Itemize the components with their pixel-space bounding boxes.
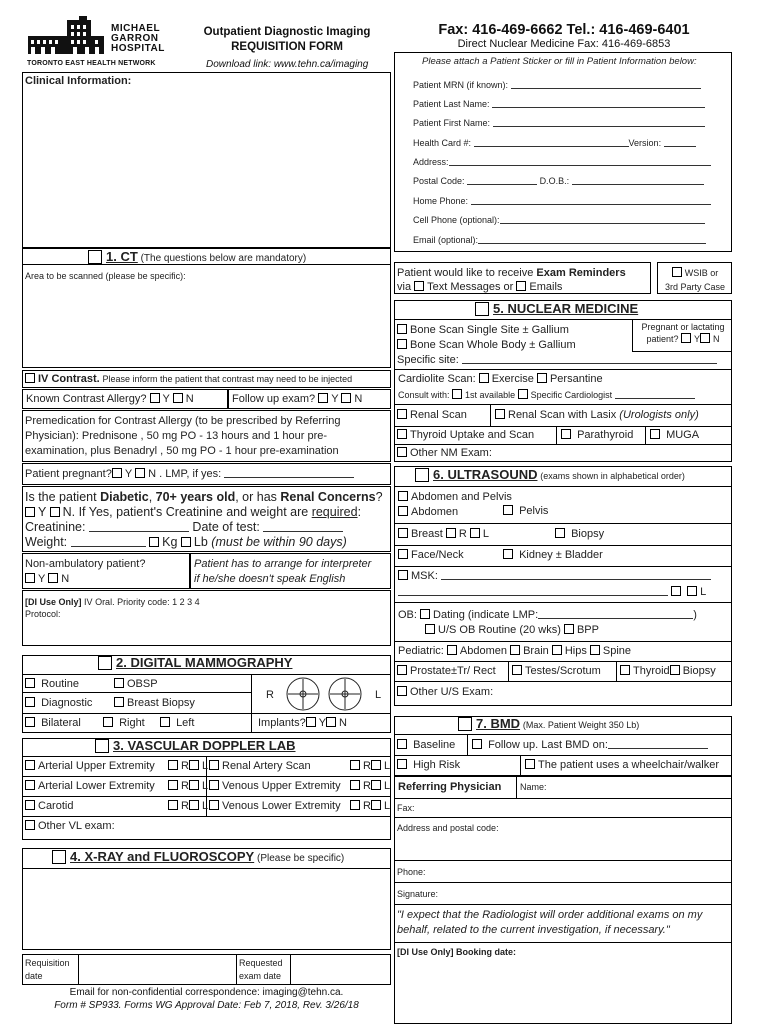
clinical-info-box[interactable] [22,72,391,248]
ras-r-checkbox[interactable] [350,760,360,770]
thyroid-biopsy-checkbox[interactable] [670,665,680,675]
renal-lasix-label: Renal Scan with Lasix [508,409,617,421]
bmd-note: (Max. Patient Weight 350 Lb) [522,720,640,730]
email-reminder-label: Emails [529,281,563,293]
hospital-building-icon [27,16,105,56]
diabetic-q-e: , or has [235,490,281,504]
ale-r-label: R [181,780,189,792]
parathyroid-checkbox[interactable] [561,429,571,439]
baseline-label: Baseline [413,739,456,751]
version-label: Version: [628,138,662,148]
ras-r-label: R [363,760,371,772]
logo-line3: HOSPITAL [111,43,165,54]
diabetic-q-c: , [148,490,156,504]
interpreter-line2: if he/she doesn't speak English [194,573,346,585]
mammo-diagnostic-checkbox[interactable] [25,697,35,707]
protocol-label: Protocol: [25,609,61,619]
ct-area-label: Area to be scanned (please be specific): [25,271,186,281]
ped-hips-checkbox[interactable] [552,645,562,655]
mammo-title: 2. DIGITAL MAMMOGRAPHY [116,655,293,670]
bpp-checkbox[interactable] [564,624,574,634]
ras-l-checkbox[interactable] [371,760,381,770]
parathyroid-label: Parathyroid [577,429,634,441]
dating-checkbox[interactable] [420,609,430,619]
urologists-only: (Urologists only) [619,409,699,421]
nuclear-title: 5. NUCLEAR MEDICINE [493,301,639,316]
ultrasound-title: 6. ULTRASOUND [433,467,538,482]
mammo-left-checkbox[interactable] [160,717,170,727]
vue-checkbox[interactable] [209,780,219,790]
msk-field2[interactable] [398,586,668,596]
ale-r-checkbox[interactable] [168,780,178,790]
diabetic-q-f: Renal Concerns [280,490,376,504]
other-us-checkbox[interactable] [397,686,407,696]
breast-us-checkbox[interactable] [398,528,408,538]
exam-date-label1: Requested [239,958,283,968]
ped-abdomen-checkbox[interactable] [447,645,457,655]
mammo-routine-label: Routine [41,678,79,690]
abd-pelvis-label: Abdomen and Pelvis [411,491,512,503]
ped-brain-label: Brain [523,645,549,657]
kg-checkbox[interactable] [149,537,159,547]
ale-checkbox[interactable] [25,780,35,790]
bone-single-label: Bone Scan Single Site ± Gallium [410,324,569,336]
creatinine-label: Creatinine: [25,520,86,534]
remind-text-a: Patient would like to receive [397,267,537,279]
xray-note: (Please be specific) [256,853,345,864]
first-name-field[interactable] [493,117,705,127]
persantine-label: Persantine [549,373,603,385]
cardiologist-field[interactable] [615,389,695,399]
high-risk-label: High Risk [413,759,461,771]
ob-routine-label: U/S OB Routine (20 wks) [438,624,561,636]
text-reminder-label: Text Messages or [427,281,514,293]
form-subtitle: REQUISITION FORM [231,41,343,53]
correspondence-email: Email for non-confidential correspondence: imaging@tehn.ca. [69,987,344,998]
ras-checkbox[interactable] [209,760,219,770]
required-text: required [311,505,358,519]
lb-label: Lb [193,535,208,549]
nuc-pregnant-label: Pregnant or lactating [641,322,725,332]
bone-whole-label: Bone Scan Whole Body ± Gallium [410,339,576,351]
postal-label: Postal Code: [413,176,465,186]
testes-checkbox[interactable] [512,665,522,675]
vle-label: Venous Lower Extremity [222,800,341,812]
implants-no-label: N [339,717,347,729]
first-available-checkbox[interactable] [452,389,462,399]
vascular-checkbox[interactable] [95,739,109,753]
date-test-field[interactable] [263,522,343,532]
mammo-right-label: Right [119,717,145,729]
cell-phone-field[interactable] [500,214,705,224]
carotid-l-checkbox[interactable] [189,800,199,810]
prostate-label: Prostate±Tr/ Rect [410,665,496,677]
testes-label: Testes/Scrotum [525,665,601,677]
carotid-checkbox[interactable] [25,800,35,810]
lmp-field[interactable] [224,468,354,478]
specific-site-field[interactable] [462,354,717,364]
pregnant-label: Patient pregnant? [25,468,112,480]
mammo-bilateral-label: Bilateral [41,717,81,729]
implants-yes-checkbox[interactable] [306,717,316,727]
mammo-routine-checkbox[interactable] [25,678,35,688]
wheelchair-label: The patient uses a wheelchair/walker [538,759,719,771]
premed-line3: examination, plus Benadryl , 50 mg PO - 1 hour pre-examination [25,445,339,457]
allergy-no-label: N [185,393,194,405]
iv-contrast-checkbox[interactable] [25,373,35,383]
implants-yes-label: Y [318,717,327,729]
aue-label: Arterial Upper Extremity [38,760,155,772]
postal-field[interactable] [467,175,537,185]
renal-lasix-checkbox[interactable] [495,409,505,419]
nuc-patient-label: patient? [646,334,679,344]
ob-label: OB: [398,609,417,621]
vle-r-label: R [363,800,371,812]
mammo-obsp-checkbox[interactable] [114,678,124,688]
diabetic-q-d: 70+ years old [155,490,236,504]
home-phone-field[interactable] [471,195,711,205]
network-name: TORONTO EAST HEALTH NETWORK [27,60,156,67]
wheelchair-checkbox[interactable] [525,759,535,769]
allergy-label: Known Contrast Allergy? [26,393,147,405]
mammo-obsp-label: OBSP [127,678,158,690]
breast-l-checkbox[interactable] [470,528,480,538]
aue-r-checkbox[interactable] [168,760,178,770]
ct-checkbox[interactable] [88,250,102,264]
breast-l-label: L [375,689,382,701]
dob-field[interactable] [572,175,704,185]
us-biopsy-label: Biopsy [571,528,605,540]
pediatric-label: Pediatric: [398,645,444,657]
bpp-label: BPP [576,624,599,636]
implants-no-checkbox[interactable] [326,717,336,727]
msk-r-checkbox[interactable] [671,586,681,596]
ref-fax-label: Fax: [397,803,415,813]
specific-cardio-label: Specific Cardiologist [530,390,613,400]
vue-r-label: R [363,780,371,792]
nonamb-no-label: N [61,573,70,585]
face-neck-checkbox[interactable] [398,549,408,559]
allergy-yes-checkbox[interactable] [150,393,160,403]
pelvis-checkbox[interactable] [503,505,513,515]
us-biopsy-checkbox[interactable] [555,528,565,538]
exercise-label: Exercise [491,373,534,385]
implants-label: Implants? [258,717,306,729]
lb-checkbox[interactable] [181,537,191,547]
health-card-field[interactable] [474,137,629,147]
remind-text-b: Exam Reminders [536,267,626,279]
face-neck-label: Face/Neck [411,549,464,561]
diabetic-q-a: Is the patient [25,490,101,504]
first-available-label: 1st available [465,390,516,400]
form-title: Outpatient Diagnostic Imaging [203,26,371,38]
breast-diagram-icon[interactable] [283,676,365,712]
vue-label: Venous Upper Extremity [222,780,341,792]
followup-no-label: N [354,393,363,405]
ref-signature-label: Signature: [397,889,439,899]
mammo-biopsy-label: Breast Biopsy [127,697,195,709]
msk-l-label: L [700,586,707,598]
ped-brain-checkbox[interactable] [510,645,520,655]
di-use-only-label: [DI Use Only] [25,597,82,607]
prostate-checkbox[interactable] [397,665,407,675]
breast-us-l: L [482,528,489,540]
ale-l-label: L [201,780,209,792]
ped-hips-label: Hips [564,645,587,657]
priority-code: Oral. Priority code: 1 2 3 4 [95,597,200,607]
wsib-checkbox[interactable] [672,267,682,277]
premed-line2: Physician): Prednisone , 50 mg PO - 13 hours and 1 hour pre- [25,430,328,442]
thyroid-uptake-checkbox[interactable] [397,429,407,439]
vle-checkbox[interactable] [209,800,219,810]
mrn-label: Patient MRN (if known): [413,80,509,90]
req-date-label2: date [25,971,43,981]
other-us-label: Other U/S Exam: [410,686,494,698]
email-label: Email (optional): [413,235,479,245]
address-field[interactable] [449,156,711,166]
msk-l-checkbox[interactable] [687,586,697,596]
breast-r-label: R [266,689,274,701]
aue-l-checkbox[interactable] [189,760,199,770]
logo-line1: MICHAEL [111,23,161,34]
baseline-checkbox[interactable] [397,739,407,749]
thyroid-biopsy-label: Biopsy [682,665,716,677]
nonamb-yes-checkbox[interactable] [25,573,35,583]
vue-l-checkbox[interactable] [371,780,381,790]
nuc-preg-yes-checkbox[interactable] [681,333,691,343]
pelvis-label: Pelvis [519,505,549,517]
ale-l-checkbox[interactable] [189,780,199,790]
version-field[interactable] [664,137,696,147]
home-phone-label: Home Phone: [413,196,469,206]
specific-site-label: Specific site: [397,354,459,366]
kg-label: Kg [162,535,178,549]
text-reminder-checkbox[interactable] [414,281,424,291]
nuclear-checkbox[interactable] [475,302,489,316]
other-vl-label: Other VL exam: [38,820,115,832]
attach-sticker-note: Please attach a Patient Sticker or fill in Patient Information below: [422,56,697,67]
lmp-ob-field[interactable] [538,609,693,619]
ras-label: Renal Artery Scan [222,760,311,772]
mammo-right-checkbox[interactable] [103,717,113,727]
dating-label: Dating (indicate LMP: [433,609,539,621]
bmd-title: 7. BMD [476,716,521,731]
diabetic-q-g: ? [375,490,383,504]
bmd-followup-checkbox[interactable] [472,739,482,749]
msk-field[interactable] [441,570,711,580]
mammo-biopsy-checkbox[interactable] [114,697,124,707]
aue-l-label: L [201,760,209,772]
us-thyroid-checkbox[interactable] [620,665,630,675]
vle-r-checkbox[interactable] [350,800,360,810]
us-thyroid-label: Thyroid [633,665,670,677]
premed-line1: Premedication for Contrast Allergy (to be prescribed by Referring [25,415,341,427]
mammo-left-label: Left [176,717,195,729]
carotid-r-checkbox[interactable] [168,800,178,810]
vascular-title: 3. VASCULAR DOPPLER LAB [113,738,296,753]
logo-line2: GARRON [111,33,159,44]
req-date-label1: Requisition [25,958,70,968]
health-card-label: Health Card #: [413,138,472,148]
cardiolite-label: Cardiolite Scan: [398,373,476,385]
iv-code: IV [84,597,93,607]
form-number: Form # SP933. Forms WG Approval Date: Feb 7, 2018, Rev. 3/26/18 [54,1000,359,1011]
iv-contrast-label: IV Contrast. [38,373,100,385]
booking-date-label: [DI Use Only] Booking date: [397,947,517,957]
allergy-no-checkbox[interactable] [173,393,183,403]
followup-no-checkbox[interactable] [341,393,351,403]
breast-us-label: Breast [411,528,443,540]
renal-scan-checkbox[interactable] [397,409,407,419]
ref-address-label: Address and postal code: [397,823,499,833]
xray-title: 4. X-RAY and FLUOROSCOPY [70,849,255,864]
muga-checkbox[interactable] [650,429,660,439]
ras-l-label: L [383,760,391,772]
kidney-checkbox[interactable] [503,549,513,559]
last-name-field[interactable] [492,98,705,108]
vle-l-checkbox[interactable] [371,800,381,810]
persantine-checkbox[interactable] [537,373,547,383]
pregnant-yes-checkbox[interactable] [112,468,122,478]
pregnant-no-checkbox[interactable] [135,468,145,478]
nuc-preg-no-checkbox[interactable] [700,333,710,343]
consult-label: Consult with: [398,390,450,400]
third-party-label: 3rd Party Case [664,282,726,292]
abdomen-label: Abdomen [411,506,459,518]
followup-yes-checkbox[interactable] [318,393,328,403]
nonamb-no-checkbox[interactable] [48,573,58,583]
carotid-label: Carotid [38,800,74,812]
mammo-bilateral-checkbox[interactable] [25,717,35,727]
aue-checkbox[interactable] [25,760,35,770]
other-nm-checkbox[interactable] [397,447,407,457]
ale-label: Arterial Lower Extremity [38,780,155,792]
vue-l-label: L [383,780,391,792]
last-bmd-field[interactable] [608,739,708,749]
diabetic-no-checkbox[interactable] [50,507,60,517]
within-90-days: (must be within 90 days) [211,535,347,549]
iv-contrast-note: Please inform the patient that contrast may need to be injected [102,374,353,384]
diabetic-yes-label: Y [38,505,47,519]
ultrasound-checkbox[interactable] [415,468,429,482]
pregnant-no-label: N [148,468,157,480]
mammo-diagnostic-label: Diagnostic [41,697,93,709]
ped-spine-checkbox[interactable] [590,645,600,655]
breast-r-checkbox[interactable] [446,528,456,538]
other-nm-label: Other NM Exam: [410,447,492,459]
diabetic-q-b: Diabetic [100,490,149,504]
bmd-checkbox[interactable] [458,717,472,731]
followup-label: Follow up exam? [232,393,316,405]
ct-title: 1. CT [106,249,138,264]
bmd-followup-label: Follow up. Last BMD on: [488,739,608,751]
lmp-label: . LMP, if yes: [159,468,222,480]
followup-yes-label: Y [331,393,339,405]
referring-physician-title: Referring Physician [398,781,502,793]
allergy-yes-label: Y [162,393,170,405]
kidney-label: Kidney ± Bladder [519,549,603,561]
mammo-checkbox[interactable] [98,656,112,670]
msk-checkbox[interactable] [398,570,408,580]
ped-abdomen-label: Abdomen [459,645,508,657]
weight-field[interactable] [71,537,146,547]
address-label: Address: [413,157,449,167]
vle-l-label: L [383,800,391,812]
creatinine-field[interactable] [89,522,189,532]
msk-label: MSK: [411,570,438,582]
muga-label: MUGA [666,429,700,441]
diabetic-yes-checkbox[interactable] [25,507,35,517]
nonamb-yes-label: Y [38,573,46,585]
ref-phone-label: Phone: [397,867,426,877]
bone-whole-checkbox[interactable] [397,339,407,349]
high-risk-checkbox[interactable] [397,759,407,769]
hospital-logo [27,14,187,64]
ped-spine-label: Spine [602,645,632,657]
download-link[interactable]: Download link: www.tehn.ca/imaging [206,59,369,70]
pregnant-yes-label: Y [124,468,132,480]
radiologist-expectation: "I expect that the Radiologist will order additional exams on my behalf, related to the current investigation, if necessary." [397,909,703,936]
clinical-info-label: Clinical Information: [25,75,132,87]
bone-single-checkbox[interactable] [397,324,407,334]
carotid-l-label: L [201,800,209,812]
abdomen-checkbox[interactable] [398,506,408,516]
dob-label: D.O.B.: [539,176,570,186]
last-name-label: Patient Last Name: [413,99,490,109]
exam-date-label2: exam date [239,971,282,981]
email-field[interactable] [478,234,706,244]
abd-pelvis-checkbox[interactable] [398,491,408,501]
ob-routine-checkbox[interactable] [425,624,435,634]
dating-close: ) [693,609,697,621]
thyroid-uptake-label: Thyroid Uptake and Scan [410,429,535,441]
diabetic-no-label: N. If Yes, patient's Creatinine and weight are [62,505,312,519]
ct-note: (The questions below are mandatory) [140,253,307,264]
email-reminder-checkbox[interactable] [516,281,526,291]
non-ambulatory-label: Non-ambulatory patient? [25,558,146,570]
first-name-label: Patient First Name: [413,118,491,128]
interpreter-line1: Patient has to arrange for interpreter [194,558,372,570]
ref-name-label: Name: [520,782,547,792]
date-test-label: Date of test: [192,520,260,534]
renal-scan-label: Renal Scan [410,409,467,421]
cell-phone-label: Cell Phone (optional): [413,215,500,225]
aue-r-label: R [181,760,189,772]
remind-via: via [397,281,412,293]
carotid-r-label: R [181,800,189,812]
breast-us-r: R [458,528,467,540]
specific-cardio-checkbox[interactable] [518,389,528,399]
nuc-preg-yes-label: Y [694,334,701,344]
weight-label: Weight: [25,535,68,549]
xray-checkbox[interactable] [52,850,66,864]
wsib-label: WSIB or [684,268,719,278]
fax-tel: Fax: 416-469-6662 Tel.: 416-469-6401 [438,22,690,38]
other-vl-checkbox[interactable] [25,820,35,830]
exercise-checkbox[interactable] [479,373,489,383]
mrn-field[interactable] [511,79,701,89]
nuclear-fax: Direct Nuclear Medicine Fax: 416-469-6853 [457,38,671,50]
ultrasound-note: (exams shown in alphabetical order) [540,471,685,481]
nuc-preg-no-label: N [713,334,720,344]
vue-r-checkbox[interactable] [350,780,360,790]
